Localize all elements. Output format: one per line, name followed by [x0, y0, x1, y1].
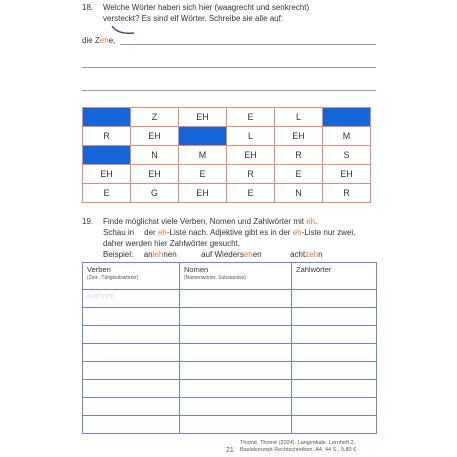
table-cell[interactable] [83, 290, 180, 308]
grid-row [83, 184, 371, 203]
task-19-line2 [103, 227, 355, 238]
grid-row [83, 127, 371, 146]
grid-cell-blue [83, 108, 131, 127]
grid-row [83, 108, 371, 127]
grid-cell: E [179, 165, 227, 184]
table-cell[interactable] [180, 344, 292, 362]
grid-cell: S [323, 146, 371, 165]
grid-cell-blue [323, 108, 371, 127]
table-cell[interactable] [83, 362, 180, 380]
grid-cell: Z [131, 108, 179, 127]
grid-cell: EH [275, 127, 323, 146]
example-2-a: auf Wieders [201, 250, 244, 259]
table-cell[interactable] [292, 362, 377, 380]
example-text-a: die Z [82, 36, 100, 45]
grid-cell: E [83, 184, 131, 203]
grid-row [83, 146, 371, 165]
table-cell[interactable] [292, 290, 377, 308]
table-row [83, 398, 377, 416]
table-cell[interactable] [83, 380, 180, 398]
table-row [83, 344, 377, 362]
page-number: 21 [226, 447, 234, 454]
table-header-row [83, 263, 377, 290]
grid-cell: R [83, 127, 131, 146]
grid-cell: EH [179, 108, 227, 127]
table-cell[interactable] [83, 398, 180, 416]
task-19-examples [103, 249, 323, 260]
answer-line-1[interactable] [120, 44, 376, 45]
example-text-c: e, [108, 36, 116, 45]
footer-citation-1: Thomé, Thomé (2024). Langvokale. Lernheft 2. [240, 440, 356, 446]
table-row [83, 308, 377, 326]
example-1-b: leh [152, 250, 164, 259]
table-cell[interactable] [83, 308, 180, 326]
task-19-l1a: Finde möglichst viele Verben, Nomen und Zahlwörter mit [103, 217, 307, 226]
example-text-eh: eh [99, 36, 109, 45]
ghost-example-text: anlehnen [86, 293, 115, 300]
table-row [83, 362, 377, 380]
table-cell[interactable] [292, 380, 377, 398]
task-19-line1 [103, 216, 317, 227]
table-cell[interactable] [180, 362, 292, 380]
task-19-l2c: eh [157, 228, 167, 237]
example-3 [290, 250, 322, 259]
example-1-a: an [143, 250, 153, 259]
word-search-grid [82, 107, 371, 203]
col-sub-nomen: (Namenwörter, Substantive) [184, 275, 246, 281]
grid-cell: L [275, 108, 323, 127]
task-19-l1c: . [315, 217, 318, 226]
grid-cell: E [227, 184, 275, 203]
task-18-number: 18. [82, 3, 94, 12]
table-row [83, 326, 377, 344]
example-3-b: zeh [305, 250, 319, 259]
table-cell[interactable] [180, 380, 292, 398]
word-table [82, 262, 377, 434]
task-18-line2: versteckt? Es sind elf Wörter. Schreibe sie alle auf: [103, 14, 284, 23]
grid-cell: L [227, 127, 275, 146]
col-sub-verben: (Zeit-, Tätigkeitswörter) [87, 275, 139, 281]
task-19-number: 19. [82, 217, 94, 226]
task-18-example [82, 35, 115, 46]
grid-cell: EH [179, 184, 227, 203]
table-cell[interactable] [292, 326, 377, 344]
table-cell[interactable] [83, 326, 180, 344]
col-title-zahlwoerter: Zahlwörter [296, 265, 332, 274]
example-label: Beispiel: [103, 250, 134, 259]
table-row [83, 416, 377, 434]
table-cell[interactable] [292, 308, 377, 326]
table-cell[interactable] [83, 344, 180, 362]
task-19-l2f: -Liste nur zwei, [301, 228, 356, 237]
table-cell[interactable] [180, 416, 292, 434]
task-19-l2d: -Liste nach. Adjektive gibt es in der [166, 228, 293, 237]
table-cell[interactable] [292, 398, 377, 416]
example-2-b: eh [243, 250, 253, 259]
table-cell[interactable] [83, 416, 180, 434]
grid-cell: N [131, 146, 179, 165]
grid-cell: EH [323, 165, 371, 184]
example-3-c: n [318, 250, 323, 259]
example-1-c: nen [163, 250, 177, 259]
grid-cell: EH [83, 165, 131, 184]
table-row [83, 290, 377, 308]
col-header-nomen [180, 263, 292, 290]
footer-citation-2: Basiskonzept Rechtschreiben. A4, 44 S., 9,80 € [240, 447, 357, 453]
col-title-nomen: Nomen [184, 265, 209, 274]
table-row [83, 380, 377, 398]
table-cell[interactable] [292, 416, 377, 434]
col-header-verben [83, 263, 180, 290]
task-19-l2b: der [144, 228, 158, 237]
task-19-line3: daher werden hier Zahlwörter gesucht. [103, 239, 240, 248]
table-cell[interactable] [180, 290, 292, 308]
grid-cell: G [131, 184, 179, 203]
grid-row [83, 165, 371, 184]
task-18-line1: Welche Wörter haben sich hier (waagrecht und senkrecht) [103, 3, 310, 12]
task-19-l1b: eh [306, 217, 316, 226]
col-title-verben: Verben [87, 265, 111, 274]
table-cell[interactable] [180, 308, 292, 326]
grid-cell: EH [227, 146, 275, 165]
task-19-l2a: Schau in [103, 228, 135, 237]
table-cell[interactable] [292, 344, 377, 362]
table-cell[interactable] [180, 326, 292, 344]
grid-cell: R [275, 146, 323, 165]
task-19-l2e: eh [292, 228, 302, 237]
example-2-c: en [252, 250, 262, 259]
grid-cell: EH [131, 127, 179, 146]
grid-cell: E [227, 108, 275, 127]
grid-cell: N [275, 184, 323, 203]
grid-cell-blue [83, 146, 131, 165]
grid-cell: R [227, 165, 275, 184]
example-2 [201, 250, 262, 259]
example-3-a: acht [290, 250, 306, 259]
grid-cell: R [323, 184, 371, 203]
answer-line-2[interactable] [82, 67, 376, 68]
grid-cell: M [323, 127, 371, 146]
grid-cell: EH [131, 165, 179, 184]
grid-cell: M [179, 146, 227, 165]
answer-line-3[interactable] [82, 90, 376, 91]
table-cell[interactable] [180, 398, 292, 416]
grid-cell-blue [179, 127, 227, 146]
grid-cell: E [275, 165, 323, 184]
example-1 [144, 250, 177, 259]
col-header-zahlwoerter [292, 263, 377, 290]
